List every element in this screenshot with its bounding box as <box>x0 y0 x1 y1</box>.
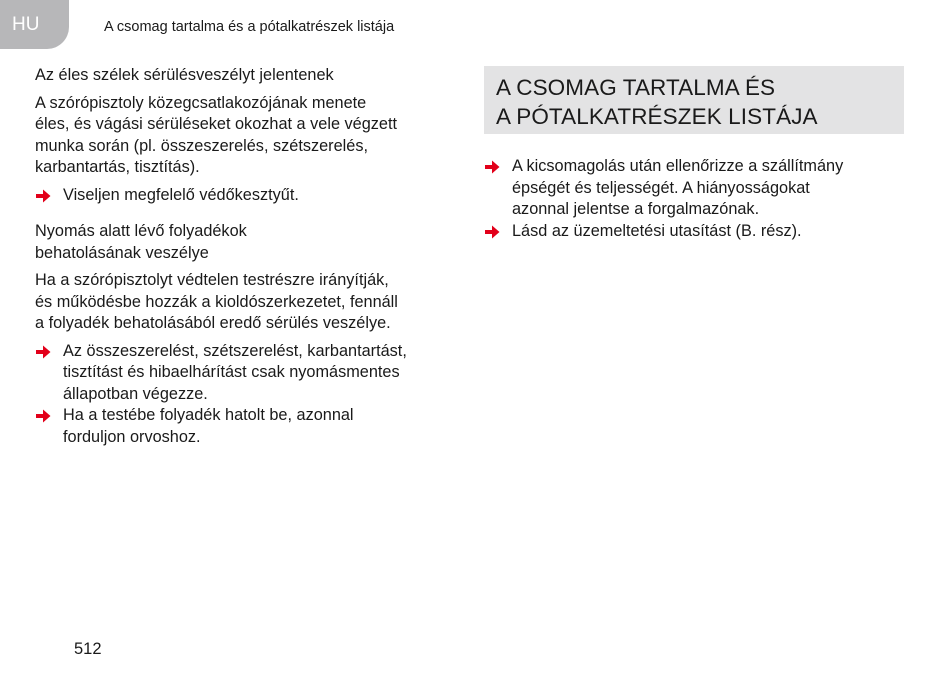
bullet-text-line: A kicsomagolás után ellenőrizze a szállítmány <box>512 157 844 175</box>
bullet-text-line: épségét és teljességét. A hiányosságokat <box>512 178 810 197</box>
bullet-text-line: Ha a testébe folyadék hatolt be, azonnal <box>63 406 354 424</box>
text-line: karbantartás, tisztítás). <box>35 158 200 176</box>
text-line: éles, és vágási sérüléseket okozhat a vele végzett <box>35 115 398 133</box>
bullet-item <box>35 185 465 207</box>
page-number: 512 <box>74 640 102 658</box>
left-column <box>35 65 465 448</box>
right-arrow-icon <box>35 405 63 427</box>
language-code: HU <box>12 14 40 35</box>
text-line: A szórópisztoly közegcsatlakozójának menete <box>35 93 367 112</box>
text-line: a folyadék behatolásából eredő sérülés veszélye. <box>35 314 391 332</box>
warning-title-fluid-injection-line: Nyomás alatt lévő folyadékok <box>35 222 247 240</box>
bullet-text-line: forduljon orvoshoz. <box>63 427 201 446</box>
right-arrow-icon <box>35 341 63 363</box>
right-arrow-icon <box>35 185 63 207</box>
language-tab <box>0 0 69 49</box>
right-arrow-icon <box>484 156 512 178</box>
bullet-item <box>484 221 904 243</box>
bullet-item <box>35 405 465 448</box>
right-column <box>484 66 904 242</box>
section-heading-line: A PÓTALKATRÉSZEK LISTÁJA <box>496 104 818 129</box>
bullet-text-line: állapotban végezze. <box>63 384 208 403</box>
warning-text-sharp-edges <box>35 93 465 179</box>
text-line: és működésbe hozzák a kioldószerkezetet, fennáll <box>35 292 398 311</box>
running-header: A csomag tartalma és a pótalkatrészek listája <box>104 19 395 35</box>
bullet-item <box>484 156 904 221</box>
text-line: munka során (pl. összeszerelés, szétszerelés, <box>35 136 368 155</box>
bullet-text-line: Lásd az üzemeltetési utasítást (B. rész). <box>512 221 802 240</box>
bullet-text-line: Az összeszerelést, szétszerelést, karbantartást, <box>63 341 407 360</box>
section-heading <box>484 66 904 134</box>
section-heading-line: A CSOMAG TARTALMA ÉS <box>496 75 776 100</box>
text-line: Ha a szórópisztolyt védtelen testrészre irányítják, <box>35 271 389 289</box>
bullet-text-line: azonnal jelentse a forgalmazónak. <box>512 200 760 218</box>
bullet-text-line: Viseljen megfelelő védőkesztyűt. <box>63 185 299 204</box>
warning-title-sharp-edges: Az éles szélek sérülésveszélyt jelentenek <box>35 66 334 84</box>
bullet-text-line: tisztítást és hibaelhárítást csak nyomásmentes <box>63 363 400 381</box>
right-arrow-icon <box>484 221 512 243</box>
warning-title-fluid-injection-line: behatolásának veszélye <box>35 243 209 262</box>
bullet-item <box>35 341 465 406</box>
warning-text-fluid-injection <box>35 270 465 335</box>
